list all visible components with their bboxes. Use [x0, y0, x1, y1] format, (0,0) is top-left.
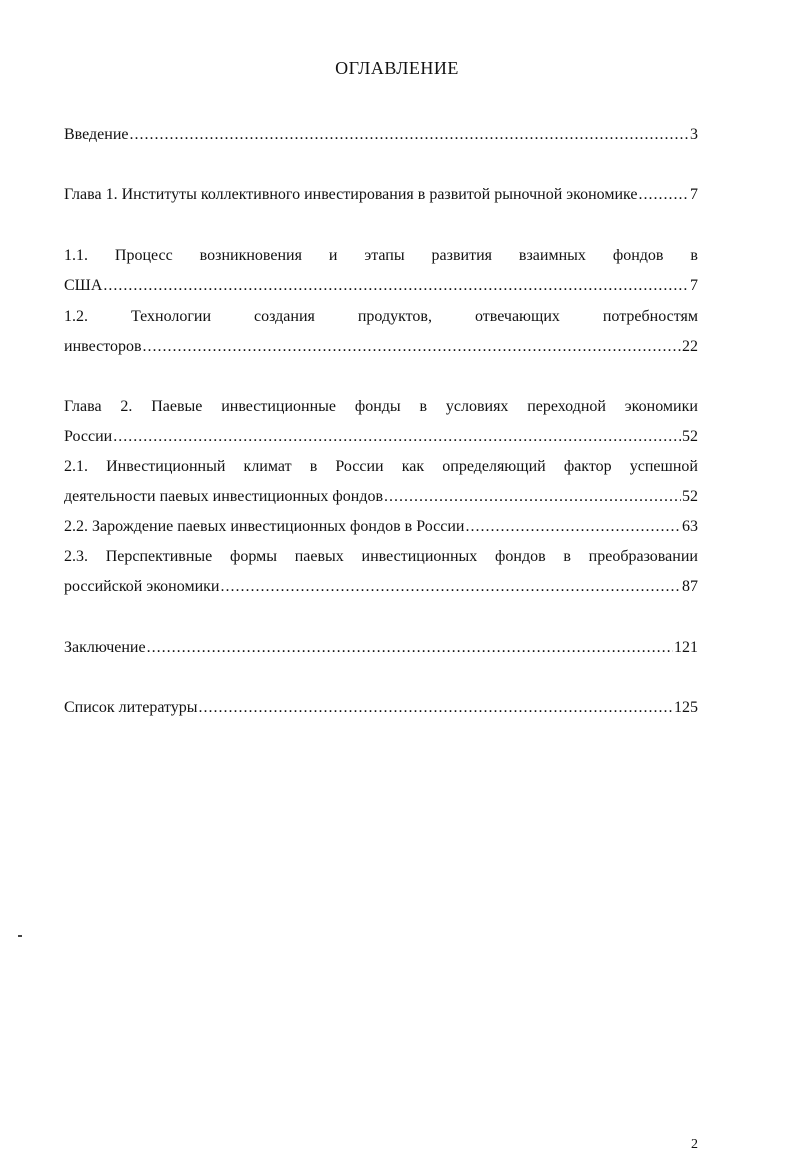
word: 2.	[120, 398, 133, 415]
word: в	[690, 247, 698, 264]
word: Перспективные	[105, 548, 213, 565]
word: продуктов,	[357, 308, 432, 325]
leader-dots	[103, 275, 689, 297]
toc-entry-section-2-1[interactable]	[64, 456, 698, 478]
word: возникновения	[199, 247, 302, 264]
word: в	[419, 398, 428, 415]
toc-entry-text: 2.2. Зарождение паевых инвестиционных фондов в России	[64, 518, 465, 535]
toc-entry-section-1-1-tail[interactable]	[64, 275, 698, 297]
toc-entry-section-1-1[interactable]	[64, 245, 698, 267]
leader-dots	[199, 697, 673, 719]
word: паевых	[294, 548, 344, 565]
toc-entry-text: России	[64, 428, 113, 445]
toc-entry-text: инвесторов	[64, 338, 142, 355]
toc-entry-text: Список литературы	[64, 699, 198, 716]
toc-entry-text: США	[64, 277, 103, 294]
word: определяющий	[442, 458, 546, 475]
toc-page-number: 7	[690, 186, 698, 203]
toc-entry-text: Введение	[64, 126, 129, 143]
word: и	[328, 247, 338, 264]
toc-entry-bibliography[interactable]	[64, 697, 698, 719]
word: в	[563, 548, 571, 565]
scan-mark	[18, 935, 22, 937]
page-title: ОГЛАВЛЕНИЕ	[335, 58, 459, 78]
toc-entry-section-2-3[interactable]	[64, 546, 698, 568]
leader-dots	[639, 184, 689, 206]
word: взаимных	[518, 247, 586, 264]
toc-entry-text: Заключение	[64, 639, 146, 656]
word: инвестиционных	[361, 548, 478, 565]
leader-dots	[130, 124, 690, 146]
word: успешной	[629, 458, 698, 475]
leader-dots	[465, 516, 681, 538]
toc-entry-chapter-2-tail[interactable]	[64, 426, 698, 448]
toc-entry-conclusion[interactable]	[64, 637, 698, 659]
word: фактор	[563, 458, 612, 475]
leader-dots	[384, 486, 681, 508]
toc-entry-section-1-2[interactable]	[64, 306, 698, 328]
word: России	[335, 458, 384, 475]
toc-page-number: 63	[682, 518, 698, 535]
toc-page-number: 125	[674, 699, 698, 716]
word: фондов	[612, 247, 664, 264]
word: климат	[243, 458, 292, 475]
word: 2.3.	[64, 548, 88, 565]
leader-dots	[220, 576, 681, 598]
toc-page-number: 22	[682, 338, 698, 355]
toc-entry-section-2-3-tail[interactable]	[64, 576, 698, 598]
word: в	[309, 458, 318, 475]
word: отвечающих	[474, 308, 560, 325]
toc-page-number: 7	[690, 277, 698, 294]
toc-page-number: 52	[682, 428, 698, 445]
word: Паевые	[151, 398, 203, 415]
word: создания	[254, 308, 315, 325]
word: инвестиционные	[221, 398, 337, 415]
word: Технологии	[130, 308, 212, 325]
word: формы	[229, 548, 277, 565]
toc-entry-chapter-1[interactable]	[64, 184, 698, 206]
word: условиях	[445, 398, 509, 415]
word: 2.1.	[64, 458, 88, 475]
word: преобразовании	[588, 548, 698, 565]
word: этапы	[364, 247, 405, 264]
word: фондов	[495, 548, 546, 565]
word: переходной	[527, 398, 606, 415]
toc-page-number: 52	[682, 488, 698, 505]
toc-page-number: 121	[674, 639, 698, 656]
toc-page-number: 87	[682, 578, 698, 595]
toc-entry-section-1-2-tail[interactable]	[64, 336, 698, 358]
word: 1.2.	[64, 308, 88, 325]
word: Процесс	[114, 247, 173, 264]
word: экономики	[624, 398, 698, 415]
toc-page-number: 3	[690, 126, 698, 143]
toc-entry-section-2-2[interactable]	[64, 516, 698, 538]
toc-entry-chapter-2[interactable]	[64, 396, 698, 418]
toc-entry-text: деятельности паевых инвестиционных фондов	[64, 488, 384, 505]
word: Глава	[64, 398, 102, 415]
word: 1.1.	[64, 247, 88, 264]
page-number: 2	[691, 1137, 698, 1152]
word: фонды	[354, 398, 401, 415]
toc-entry-section-2-1-tail[interactable]	[64, 486, 698, 508]
leader-dots	[143, 336, 681, 358]
word: как	[401, 458, 425, 475]
word: потребностям	[602, 308, 698, 325]
toc-entry-text: российской экономики	[64, 578, 220, 595]
leader-dots	[147, 637, 673, 659]
leader-dots	[113, 426, 681, 448]
toc-entry-text: Глава 1. Институты коллективного инвестирования в развитой рыночной экономике	[64, 186, 638, 203]
word: развития	[431, 247, 492, 264]
toc-entry-intro[interactable]	[64, 124, 698, 146]
word: Инвестиционный	[106, 458, 226, 475]
